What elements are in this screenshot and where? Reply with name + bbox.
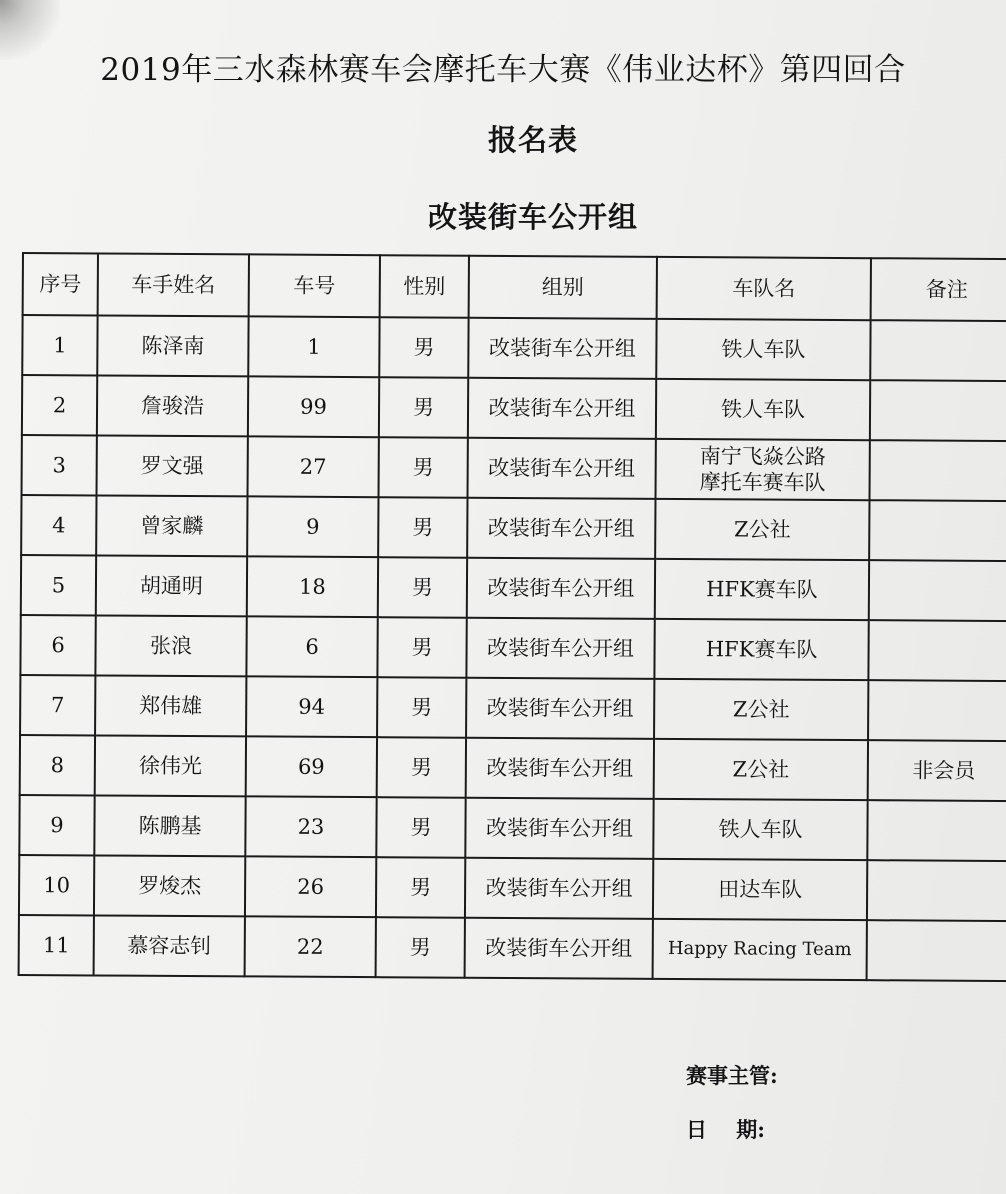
cell-rider-name: 陈泽南 [97, 315, 248, 376]
cell-group: 改装街车公开组 [467, 558, 655, 619]
header-notes: 备注 [871, 258, 1006, 321]
cell-group: 改装街车公开组 [468, 318, 656, 379]
cell-notes [867, 800, 1006, 861]
date-label: 日 期: [686, 1117, 765, 1142]
header-group: 组别 [469, 256, 657, 319]
cell-team: Happy Racing Team [653, 919, 867, 980]
cell-team: 田达车队 [653, 859, 867, 920]
cell-notes [868, 680, 1006, 741]
cell-notes [870, 380, 1006, 441]
cell-notes [867, 920, 1006, 981]
cell-rider-name: 曾家麟 [96, 495, 247, 556]
group-title: 改装街车公开组 [427, 200, 638, 234]
cell-gender: 男 [379, 437, 468, 498]
table-row [19, 915, 1006, 981]
cell-rider-name: 胡通明 [96, 555, 247, 616]
cell-team: HFK赛车队 [654, 619, 868, 680]
cell-group: 改装街车公开组 [466, 738, 654, 799]
table-row [20, 675, 1006, 741]
table-row [20, 735, 1006, 801]
cell-gender: 男 [379, 317, 468, 378]
table-row [19, 795, 1006, 861]
table-header-row [23, 253, 1006, 321]
cell-rider-name: 詹骏浩 [97, 375, 248, 436]
cell-group: 改装街车公开组 [465, 858, 653, 919]
cell-team: Z公社 [655, 499, 869, 560]
cell-index: 9 [19, 795, 94, 855]
cell-notes [869, 560, 1006, 621]
cell-rider-name: 陈鹏基 [94, 795, 245, 856]
cell-rider-name: 徐伟光 [95, 735, 246, 796]
cell-team: Z公社 [654, 739, 868, 800]
cell-group: 改装街车公开组 [467, 498, 655, 559]
cell-gender: 男 [377, 737, 466, 798]
cell-car-number: 69 [246, 736, 377, 797]
cell-group: 改装街车公开组 [466, 678, 654, 739]
cell-car-number: 18 [247, 556, 378, 617]
table-row [22, 375, 1006, 441]
header-gender: 性别 [380, 255, 469, 318]
cell-team: Z公社 [654, 679, 868, 740]
cell-team: 铁人车队 [656, 379, 870, 440]
cell-gender: 男 [377, 617, 466, 678]
cell-index: 11 [19, 915, 94, 975]
cell-group: 改装街车公开组 [468, 438, 656, 499]
cell-car-number: 22 [245, 916, 376, 977]
supervisor-label: 赛事主管: [686, 1063, 778, 1088]
cell-group: 改装街车公开组 [465, 798, 653, 859]
cell-index: 7 [20, 675, 95, 735]
cell-rider-name: 郑伟雄 [95, 675, 246, 736]
cell-team-line-1: 南宁飞焱公路 [699, 443, 826, 469]
cell-car-number: 1 [248, 316, 379, 377]
cell-gender: 男 [376, 857, 465, 918]
cell-index: 4 [21, 495, 96, 555]
cell-team-line-2: 摩托车赛车队 [699, 470, 826, 495]
cell-notes: 非会员 [868, 740, 1006, 801]
cell-car-number: 94 [246, 676, 377, 737]
cell-car-number: 26 [245, 856, 376, 917]
cell-index: 3 [22, 435, 97, 495]
cell-gender: 男 [377, 677, 466, 738]
cell-gender: 男 [376, 797, 465, 858]
cell-rider-name: 罗焌杰 [94, 855, 245, 916]
header-team: 车队名 [657, 257, 871, 320]
cell-index: 8 [20, 735, 95, 795]
document-subtitle: 报名表 [487, 123, 578, 157]
cell-gender: 男 [379, 377, 468, 438]
header-index: 序号 [23, 253, 98, 315]
cell-team: HFK赛车队 [655, 559, 869, 620]
cell-rider-name: 罗文强 [97, 435, 248, 496]
cell-team: 铁人车队 [653, 799, 867, 860]
cell-gender: 男 [378, 557, 467, 618]
table-row [21, 495, 1006, 561]
cell-car-number: 6 [246, 616, 377, 677]
registration-table [18, 252, 1006, 982]
cell-index: 2 [22, 375, 97, 435]
cell-rider-name: 张浪 [95, 615, 246, 676]
cell-index: 1 [22, 315, 97, 375]
document-title: 2019年三水森林赛车会摩托车大赛《伟业达杯》第四回合 [100, 52, 906, 88]
cell-notes [870, 320, 1006, 381]
table-row [19, 855, 1006, 921]
cell-notes [868, 620, 1006, 681]
cell-gender: 男 [378, 497, 467, 558]
cell-car-number: 9 [247, 496, 378, 557]
cell-car-number: 27 [248, 436, 379, 497]
cell-notes [869, 440, 1006, 501]
cell-car-number: 99 [248, 376, 379, 437]
cell-notes [869, 500, 1006, 561]
table-row [20, 615, 1006, 681]
cell-notes [867, 860, 1006, 921]
cell-index: 10 [19, 855, 94, 915]
cell-rider-name: 慕容志钊 [94, 915, 245, 976]
cell-group: 改装街车公开组 [466, 618, 654, 679]
cell-group: 改装街车公开组 [468, 378, 656, 439]
cell-group: 改装街车公开组 [465, 918, 653, 979]
cell-index: 6 [20, 615, 95, 675]
header-rider-name: 车手姓名 [98, 253, 249, 316]
cell-index: 5 [21, 555, 96, 615]
header-car-number: 车号 [249, 254, 380, 317]
table-row [22, 315, 1006, 381]
cell-car-number: 23 [245, 796, 376, 857]
table-row [21, 555, 1006, 621]
cell-team [656, 439, 870, 500]
cell-team: 铁人车队 [656, 319, 870, 380]
cell-gender: 男 [376, 917, 465, 978]
table-row [22, 435, 1006, 501]
